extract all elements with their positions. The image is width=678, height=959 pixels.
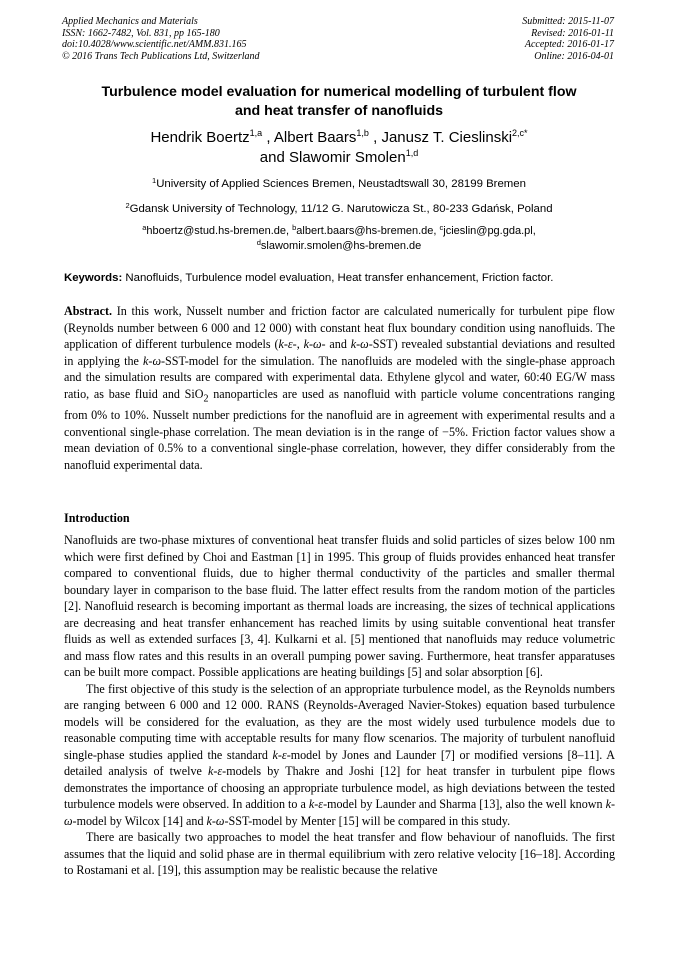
- math-symbol: k-ε: [208, 764, 223, 778]
- paragraph-text: -SST-model by Menter [15] will be compared in this study.: [224, 813, 511, 828]
- email-link[interactable]: albert.baars@hs-bremen.de,: [296, 225, 440, 237]
- author-line-2: [40, 148, 638, 168]
- abstract-text: ,: [296, 337, 304, 351]
- paragraph: There are basically two approaches to model the heat transfer and flow behaviour of nanofluids. The first assumes that the liquid and solid phase are in thermal equilibrium with zero relative velocity [16–18]. According to Rostamani et al. [19], this assumption may be realistic because the relative: [64, 830, 615, 877]
- abstract-text: and: [325, 337, 351, 351]
- author-name: Hendrik Boertz: [150, 129, 250, 146]
- email-mark: b: [292, 223, 297, 232]
- keywords-text: Nanofluids, Turbulence model evaluation, Heat transfer enhancement, Friction factor.: [122, 272, 554, 284]
- paragraph-text: -model by Wilcox [14] and: [72, 813, 207, 828]
- chemical-subscript: 2: [203, 392, 209, 404]
- submitted-date: Submitted: 2015-11-07: [522, 16, 614, 27]
- affiliation-text: Gdansk University of Technology, 11/12 G. Narutowicza St., 80-233 Gdańsk, Poland: [129, 203, 553, 215]
- math-symbol: k-ε-: [278, 337, 297, 351]
- author-affiliation-mark: 2,c*: [512, 128, 528, 138]
- math-symbol: k-ω: [143, 353, 161, 368]
- affiliation-text: University of Applied Sciences Bremen, Neustadtswall 30, 28199 Bremen: [156, 178, 526, 190]
- accepted-date: Accepted: 2016-01-17: [524, 39, 614, 50]
- abstract: [64, 303, 615, 473]
- email-line-1: [40, 224, 638, 239]
- paragraph-text: -model by Launder and Sharma [13], also the well known: [323, 797, 606, 811]
- publication-dates: [522, 16, 614, 62]
- paragraph: Nanofluids are two-phase mixtures of conventional heat transfer fluids and solid particles of sizes below 100 nm which were first defined by Choi and Eastman [1] in 1995. This group of fluids provides enhanced heat transfer compared to conventional fluids, due to higher thermal conductivity of the particles and smaller thermal boundary layer in comparison to the base fluid. The latter effect results from the random motion of the particles [2]. Nanofluid research is becoming important as thermal loads are increasing, the sizes of technical applications are decreasing and heat transfer enhancement has reached limits by using suitable conventional heat transfer fluids as well as extended surfaces [3, 4]. Kulkarni et al. [5] mentioned that nanofluids may reduce volumetric and mass flow rates and this results in an overall pumping power saving. Furthermore, heat transfer apparatuses can be built more compact. Possible applications are heating buildings [5] and solar absorption [6].: [64, 533, 615, 679]
- affiliation-mark: 2: [125, 201, 130, 210]
- author-affiliation-mark: 1,b: [356, 128, 369, 138]
- paragraph-text: -model by Jones and Launder [7] or modified versions [8–11]. A detailed analysis of twelve: [64, 747, 615, 778]
- email-link[interactable]: slawomir.smolen@hs-bremen.de: [260, 239, 422, 252]
- math-symbol: k-ε: [272, 747, 287, 762]
- author-name: Janusz T. Cieslinski: [381, 129, 513, 146]
- math-symbol: k-ω: [64, 797, 615, 828]
- section-heading-introduction: Introduction: [64, 511, 130, 525]
- abstract-text: -SST-model for the simulation. The nanofluids are modeled with the single-phase approach and the simulation results are compared with experimental data. Ethylene glycol and water, 60:40 EG/W mass ratio, as base fluid and SiO: [64, 353, 615, 401]
- math-symbol: k-ε: [308, 797, 324, 811]
- revised-date: Revised: 2016-01-11: [531, 27, 614, 39]
- abstract-text: nanoparticles are used as nanofluid with particle volume concentrations ranging from 0% to 10%. Nusselt number predictions for the nanofluid are in agreement with experimental results and a conventional single-phase correlation. The mean deviation is in the range of −5%. Friction factor values show a mean deviation of 0.5% to a conventional single-phase correlation, however, they differ considerably from the nanofluid experimental data.: [64, 386, 615, 472]
- paper-title: [40, 83, 638, 121]
- issn-line: ISSN: 1662-7482, Vol. 831, pp 165-180: [62, 27, 220, 39]
- abstract-text: In this work, Nusselt number and friction factor are calculated numerically for turbulent pipe flow (Reynolds number between 6 000 and 12 000) with constant heat flux boundary condition using nanofluids. The application of different turbulence models (: [64, 304, 615, 351]
- email-line-2: [40, 239, 638, 254]
- online-date: Online: 2016-04-01: [534, 50, 614, 62]
- email-mark: c: [439, 223, 444, 232]
- title-line-2: and heat transfer of nanofluids: [234, 103, 444, 119]
- publication-info: [62, 16, 260, 62]
- affiliation-mark: 1: [152, 176, 157, 185]
- paragraph-text: The first objective of this study is the selection of an appropriate turbulence model, as the Reynolds numbers are ranging between 6 000 and 12 000. RANS (Reynolds-Averaged Navier-Stokes) equation based turbulence models will be considered for the evaluation, as they are the most widely used turbulence models due to reasonable computing time with acceptable results for many flow scenarios. The majority of turbulent nanofluid single-phase studies applied the standard: [64, 681, 615, 762]
- email-mark: a: [142, 223, 147, 232]
- math-symbol: k-ω-: [303, 337, 326, 351]
- math-symbol: k-ω: [350, 337, 369, 351]
- author-separator: ,: [368, 129, 382, 146]
- doi-line[interactable]: doi:10.4028/www.scientific.net/AMM.831.165: [62, 39, 247, 50]
- author-conjunction: and: [259, 149, 289, 166]
- affiliation-1: [40, 177, 638, 191]
- title-line-1: Turbulence model evaluation for numerical modelling of turbulent flow: [101, 84, 577, 100]
- copyright-line: © 2016 Trans Tech Publications Ltd, Switzerland: [62, 50, 260, 62]
- keywords-label: Keywords:: [64, 272, 123, 284]
- author-name: Albert Baars: [273, 129, 357, 146]
- author-affiliation-mark: 1,d: [405, 148, 419, 158]
- journal-name: Applied Mechanics and Materials: [62, 16, 198, 27]
- math-symbol: k-ω: [206, 813, 225, 828]
- email-list: [40, 224, 638, 253]
- affiliation-2: [40, 202, 638, 216]
- paragraph-text: -models by Thakre and Joshi [12] for heat transfer in turbulent pipe flows demonstrates the importance of choosing an appropriate turbulence model, as high deviations between the tested turbulence models were observed. In addition to a: [64, 764, 615, 811]
- abstract-text: -SST) revealed substantial deviations and resulted in applying the: [64, 337, 616, 368]
- author-list: [40, 128, 638, 168]
- keywords: [64, 271, 616, 285]
- email-link[interactable]: hboertz@stud.hs-bremen.de,: [146, 225, 293, 237]
- author-affiliation-mark: 1,a: [249, 128, 263, 138]
- paragraph: [64, 681, 615, 830]
- email-link[interactable]: jcieslin@pg.gda.pl,: [443, 225, 536, 237]
- abstract-label: Abstract.: [64, 304, 113, 318]
- author-line-1: [40, 128, 638, 148]
- email-mark: d: [256, 237, 261, 247]
- introduction-body: [64, 532, 615, 879]
- author-separator: ,: [262, 129, 274, 146]
- author-name: Slawomir Smolen: [288, 149, 406, 166]
